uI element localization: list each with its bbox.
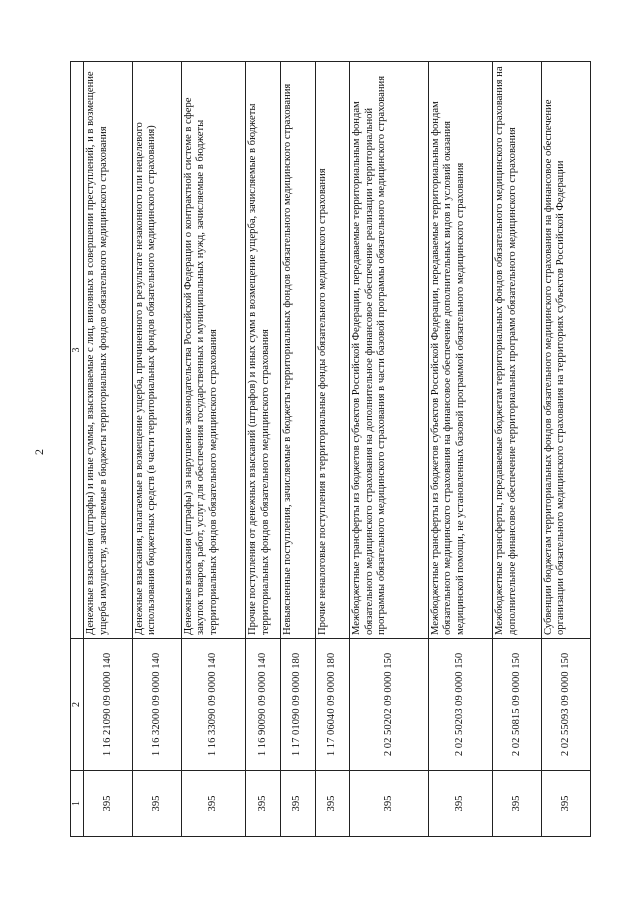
- admin-code-cell: 395: [315, 771, 350, 837]
- table-row: [132, 62, 181, 837]
- column-header-3: 3: [71, 62, 84, 639]
- admin-code-cell: 395: [541, 771, 590, 837]
- table-header-row: [71, 62, 84, 837]
- admin-code-cell: 395: [280, 771, 315, 837]
- admin-code-cell: 395: [350, 771, 429, 837]
- income-name-cell: Невыясненные поступления, зачисляемые в бюджеты территориальных фондов обязательного медицинского страхования: [280, 62, 315, 639]
- budget-code-cell: 2 02 50202 09 0000 150: [350, 639, 429, 771]
- budget-code-cell: 2 02 55093 09 0000 150: [541, 639, 590, 771]
- income-name-cell: Субвенции бюджетам территориальных фондов обязательного медицинского страхования на финансовое обеспечение организации обязательного медицинского страхования на территориях субъектов Российской Федерации: [541, 62, 590, 639]
- admin-code-cell: 395: [493, 771, 542, 837]
- income-name-cell: Денежные взыскания (штрафы) и иные суммы, взыскиваемые с лиц, виновных в совершении преступлений, и в возмещение ущерба имуществу, зачисляемые в бюджеты территориальных фондов обязательного медицинского страхования: [84, 62, 133, 639]
- income-name-cell: Прочие поступления от денежных взысканий (штрафов) и иных сумм в возмещение ущерба, зачисляемые в бюджеты территориальных фондов обязательного медицинского страхования: [246, 62, 281, 639]
- table-row: [84, 62, 133, 837]
- budget-code-cell: 1 16 21090 09 0000 140: [84, 639, 133, 771]
- table-row: [315, 62, 350, 837]
- budget-code-cell: 1 17 06040 09 0000 180: [315, 639, 350, 771]
- income-name-cell: Межбюджетные трансферты из бюджетов субъектов Российской Федерации, передаваемые территориальным фондам обязательного медицинского страхования на дополнительное финансовое обеспечение реализации территориальной программы обязательного медицинского страхования в части базовой программы обязательного медицинского страхования: [350, 62, 429, 639]
- budget-code-cell: 1 16 33090 09 0000 140: [181, 639, 245, 771]
- table-row: [493, 62, 542, 837]
- table-row: [541, 62, 590, 837]
- page-number: 2: [32, 449, 46, 455]
- budget-code-cell: 1 16 32000 09 0000 140: [132, 639, 181, 771]
- budget-code-cell: 2 02 50203 09 0000 150: [428, 639, 492, 771]
- table-row: [246, 62, 281, 837]
- income-name-cell: Межбюджетные трансферты, передаваемые бюджетам территориальных фондов обязательного медицинского страхования на дополнительное финансовое обеспечение территориальных программ обязательного медицинского страхования: [493, 62, 542, 639]
- table-row: [350, 62, 429, 837]
- budget-code-cell: 1 16 90090 09 0000 140: [246, 639, 281, 771]
- admin-code-cell: 395: [428, 771, 492, 837]
- column-header-1: 1: [71, 771, 84, 837]
- admin-code-cell: 395: [246, 771, 281, 837]
- column-header-2: 2: [71, 639, 84, 771]
- income-name-cell: Прочие неналоговые поступления в территориальные фонды обязательного медицинского страхования: [315, 62, 350, 639]
- table-row: [428, 62, 492, 837]
- admin-code-cell: 395: [132, 771, 181, 837]
- admin-code-cell: 395: [181, 771, 245, 837]
- income-name-cell: Денежные взыскания, налагаемые в возмещение ущерба, причиненного в результате незаконного или нецелевого использования бюджетных средств (в части территориальных фондов обязательного медицинского страхования): [132, 62, 181, 639]
- budget-code-cell: 2 02 50815 09 0000 150: [493, 639, 542, 771]
- rotated-page-content: [70, 62, 591, 837]
- admin-code-cell: 395: [84, 771, 133, 837]
- table-row: [280, 62, 315, 837]
- income-name-cell: Межбюджетные трансферты из бюджетов субъектов Российской Федерации, передаваемые территориальным фондам обязательного медицинского страхования на финансовое обеспечение дополнительных видов и условий оказания медицинской помощи, не установленных базовой программой обязательного медицинского страхования: [428, 62, 492, 639]
- budget-codes-table: [70, 61, 591, 837]
- table-row: [181, 62, 245, 837]
- budget-code-cell: 1 17 01090 09 0000 180: [280, 639, 315, 771]
- income-name-cell: Денежные взыскания (штрафы) за нарушение законодательства Российской Федерации о контрактной системе в сфере закупок товаров, работ, услуг для обеспечения государственных и муниципальных нужд, зачисляемые в бюджеты территориальных фондов обязательного медицинского страхования: [181, 62, 245, 639]
